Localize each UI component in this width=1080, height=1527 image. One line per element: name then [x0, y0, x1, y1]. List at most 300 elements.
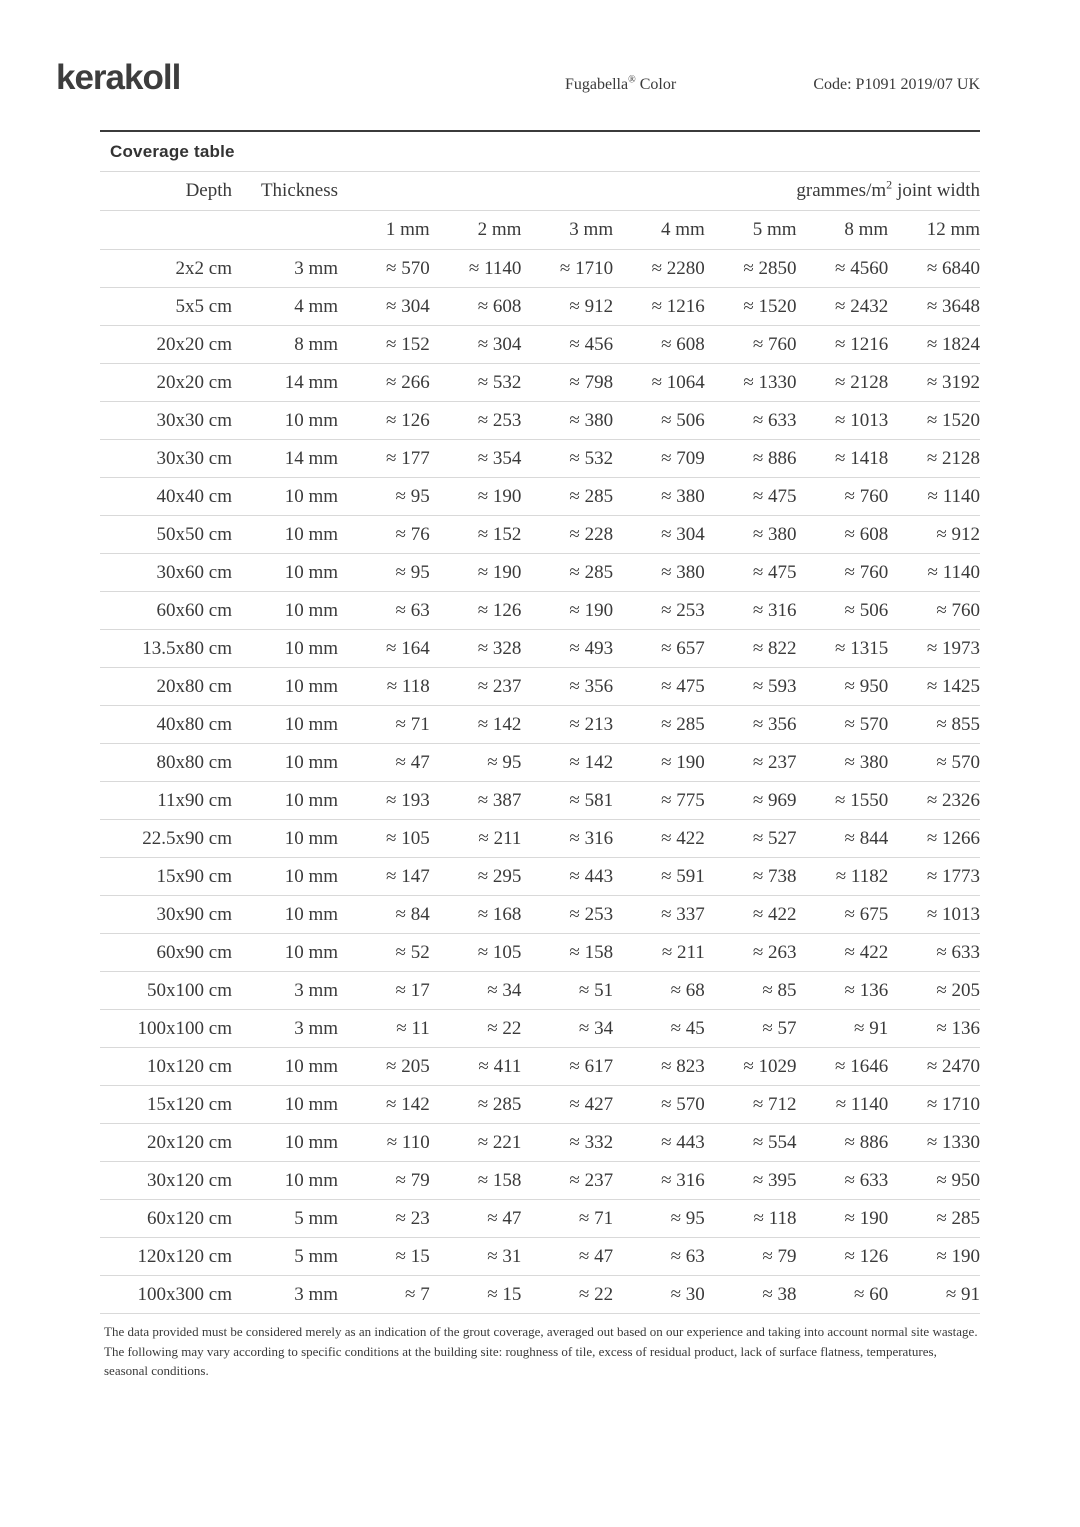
- coverage-value-cell: ≈ 4560: [797, 250, 889, 288]
- table-header-row-main: [100, 172, 980, 211]
- coverage-value-cell: ≈ 1824: [888, 326, 980, 364]
- coverage-table-title: Coverage table: [110, 142, 235, 161]
- thickness-cell: 5 mm: [232, 1238, 338, 1276]
- table-row: [100, 896, 980, 934]
- joint-width-header: 12 mm: [888, 211, 980, 250]
- coverage-value-cell: ≈ 304: [613, 516, 705, 554]
- thickness-cell: 10 mm: [232, 516, 338, 554]
- coverage-value-cell: ≈ 316: [521, 820, 613, 858]
- coverage-value-cell: ≈ 79: [705, 1238, 797, 1276]
- thickness-cell: 10 mm: [232, 1162, 338, 1200]
- coverage-value-cell: ≈ 2280: [613, 250, 705, 288]
- coverage-value-cell: ≈ 657: [613, 630, 705, 668]
- depth-cell: 30x30 cm: [100, 402, 232, 440]
- coverage-value-cell: ≈ 380: [521, 402, 613, 440]
- coverage-table-body: [100, 250, 980, 1314]
- coverage-value-cell: ≈ 31: [430, 1238, 522, 1276]
- coverage-value-cell: ≈ 158: [430, 1162, 522, 1200]
- squared-superscript: 2: [886, 177, 893, 192]
- coverage-value-cell: ≈ 68: [613, 972, 705, 1010]
- coverage-value-cell: ≈ 570: [888, 744, 980, 782]
- coverage-value-cell: ≈ 855: [888, 706, 980, 744]
- coverage-value-cell: ≈ 822: [705, 630, 797, 668]
- coverage-value-cell: ≈ 775: [613, 782, 705, 820]
- table-header-row-widths: [100, 211, 980, 250]
- coverage-value-cell: ≈ 532: [521, 440, 613, 478]
- coverage-value-cell: ≈ 304: [430, 326, 522, 364]
- coverage-value-cell: ≈ 237: [521, 1162, 613, 1200]
- coverage-value-cell: ≈ 47: [338, 744, 430, 782]
- coverage-value-cell: ≈ 608: [430, 288, 522, 326]
- depth-cell: 40x80 cm: [100, 706, 232, 744]
- coverage-value-cell: ≈ 738: [705, 858, 797, 896]
- coverage-value-cell: ≈ 95: [338, 554, 430, 592]
- depth-cell: 15x120 cm: [100, 1086, 232, 1124]
- coverage-value-cell: ≈ 527: [705, 820, 797, 858]
- coverage-value-cell: ≈ 57: [705, 1010, 797, 1048]
- coverage-value-cell: ≈ 1330: [705, 364, 797, 402]
- coverage-value-cell: ≈ 211: [613, 934, 705, 972]
- depth-cell: 11x90 cm: [100, 782, 232, 820]
- depth-cell: 80x80 cm: [100, 744, 232, 782]
- coverage-value-cell: ≈ 304: [338, 288, 430, 326]
- thickness-cell: 4 mm: [232, 288, 338, 326]
- kerakoll-logo: kerakoll: [56, 58, 181, 97]
- thickness-cell: 10 mm: [232, 668, 338, 706]
- table-row: [100, 972, 980, 1010]
- coverage-value-cell: ≈ 285: [613, 706, 705, 744]
- coverage-value-cell: ≈ 45: [613, 1010, 705, 1048]
- depth-cell: 30x120 cm: [100, 1162, 232, 1200]
- coverage-value-cell: ≈ 506: [797, 592, 889, 630]
- depth-column-header: Depth: [100, 172, 232, 211]
- joint-width-header: 5 mm: [705, 211, 797, 250]
- coverage-value-cell: ≈ 633: [797, 1162, 889, 1200]
- coverage-value-cell: ≈ 823: [613, 1048, 705, 1086]
- coverage-value-cell: ≈ 760: [705, 326, 797, 364]
- depth-cell: 40x40 cm: [100, 478, 232, 516]
- table-row: [100, 516, 980, 554]
- depth-cell: 30x60 cm: [100, 554, 232, 592]
- table-row: [100, 668, 980, 706]
- thickness-cell: 10 mm: [232, 1086, 338, 1124]
- coverage-value-cell: ≈ 63: [338, 592, 430, 630]
- coverage-value-cell: ≈ 126: [430, 592, 522, 630]
- coverage-table-head: [100, 172, 980, 250]
- coverage-value-cell: ≈ 95: [430, 744, 522, 782]
- thickness-cell: 10 mm: [232, 782, 338, 820]
- coverage-value-cell: ≈ 969: [705, 782, 797, 820]
- coverage-value-cell: ≈ 1646: [797, 1048, 889, 1086]
- coverage-value-cell: ≈ 1550: [797, 782, 889, 820]
- coverage-value-cell: ≈ 475: [705, 478, 797, 516]
- thickness-cell: 5 mm: [232, 1200, 338, 1238]
- table-row: [100, 858, 980, 896]
- coverage-value-cell: ≈ 443: [613, 1124, 705, 1162]
- thickness-cell: 10 mm: [232, 820, 338, 858]
- coverage-value-cell: ≈ 633: [888, 934, 980, 972]
- depth-cell: 20x80 cm: [100, 668, 232, 706]
- coverage-value-cell: ≈ 34: [430, 972, 522, 1010]
- thickness-cell: 3 mm: [232, 972, 338, 1010]
- coverage-value-cell: ≈ 2470: [888, 1048, 980, 1086]
- coverage-value-cell: ≈ 126: [797, 1238, 889, 1276]
- table-row: [100, 478, 980, 516]
- coverage-value-cell: ≈ 63: [613, 1238, 705, 1276]
- coverage-value-cell: ≈ 7: [338, 1276, 430, 1314]
- coverage-value-cell: ≈ 38: [705, 1276, 797, 1314]
- coverage-value-cell: ≈ 142: [338, 1086, 430, 1124]
- coverage-value-cell: ≈ 6840: [888, 250, 980, 288]
- coverage-value-cell: ≈ 1520: [705, 288, 797, 326]
- coverage-value-cell: ≈ 443: [521, 858, 613, 896]
- coverage-value-cell: ≈ 142: [521, 744, 613, 782]
- coverage-value-cell: ≈ 1425: [888, 668, 980, 706]
- joint-width-header: 2 mm: [430, 211, 522, 250]
- depth-cell: 60x60 cm: [100, 592, 232, 630]
- depth-cell: 20x20 cm: [100, 364, 232, 402]
- coverage-value-cell: ≈ 228: [521, 516, 613, 554]
- table-row: [100, 288, 980, 326]
- thickness-cell: 3 mm: [232, 1010, 338, 1048]
- coverage-value-cell: ≈ 193: [338, 782, 430, 820]
- coverage-value-cell: ≈ 136: [797, 972, 889, 1010]
- table-row: [100, 364, 980, 402]
- coverage-value-cell: ≈ 886: [705, 440, 797, 478]
- thickness-cell: 10 mm: [232, 1124, 338, 1162]
- coverage-value-cell: ≈ 71: [521, 1200, 613, 1238]
- thickness-cell: 10 mm: [232, 478, 338, 516]
- coverage-value-cell: ≈ 152: [430, 516, 522, 554]
- joint-width-header: 8 mm: [797, 211, 889, 250]
- thickness-cell: 10 mm: [232, 592, 338, 630]
- table-row: [100, 402, 980, 440]
- coverage-value-cell: ≈ 532: [430, 364, 522, 402]
- coverage-value-cell: ≈ 581: [521, 782, 613, 820]
- table-row: [100, 630, 980, 668]
- coverage-value-cell: ≈ 221: [430, 1124, 522, 1162]
- coverage-value-cell: ≈ 253: [430, 402, 522, 440]
- coverage-value-cell: ≈ 266: [338, 364, 430, 402]
- depth-cell: 30x90 cm: [100, 896, 232, 934]
- table-row: [100, 440, 980, 478]
- product-name: Fugabella: [565, 76, 629, 93]
- coverage-value-cell: ≈ 164: [338, 630, 430, 668]
- coverage-value-cell: ≈ 380: [797, 744, 889, 782]
- coverage-value-cell: ≈ 152: [338, 326, 430, 364]
- coverage-value-cell: ≈ 760: [797, 478, 889, 516]
- coverage-value-cell: ≈ 356: [705, 706, 797, 744]
- footnote-text: The data provided must be considered merely as an indication of the grout coverage, averaged out based on our experience and taking into account normal site wastage. The following may vary according to specific conditions at the building site: roughness of tile, excess of residual product, lack of surface flatness, temperatures, seasonal conditions.: [104, 1324, 978, 1378]
- table-row: [100, 782, 980, 820]
- coverage-value-cell: ≈ 23: [338, 1200, 430, 1238]
- depth-cell: 100x100 cm: [100, 1010, 232, 1048]
- coverage-value-cell: ≈ 118: [338, 668, 430, 706]
- depth-cell: 10x120 cm: [100, 1048, 232, 1086]
- coverage-value-cell: ≈ 47: [430, 1200, 522, 1238]
- thickness-cell: 10 mm: [232, 744, 338, 782]
- table-row: [100, 554, 980, 592]
- coverage-value-cell: ≈ 15: [430, 1276, 522, 1314]
- thickness-cell: 3 mm: [232, 250, 338, 288]
- coverage-value-cell: ≈ 380: [613, 554, 705, 592]
- table-row: [100, 706, 980, 744]
- coverage-value-cell: ≈ 633: [705, 402, 797, 440]
- coverage-table: [100, 171, 980, 1314]
- depth-cell: 20x120 cm: [100, 1124, 232, 1162]
- coverage-value-cell: ≈ 126: [338, 402, 430, 440]
- joint-width-header: 3 mm: [521, 211, 613, 250]
- coverage-value-cell: ≈ 84: [338, 896, 430, 934]
- depth-cell: 100x300 cm: [100, 1276, 232, 1314]
- product-suffix: Color: [639, 76, 677, 93]
- thickness-cell: 10 mm: [232, 896, 338, 934]
- coverage-value-cell: ≈ 422: [705, 896, 797, 934]
- table-row: [100, 934, 980, 972]
- coverage-value-cell: ≈ 1266: [888, 820, 980, 858]
- coverage-value-cell: ≈ 95: [338, 478, 430, 516]
- coverage-value-cell: ≈ 1773: [888, 858, 980, 896]
- coverage-value-cell: ≈ 22: [521, 1276, 613, 1314]
- coverage-value-cell: ≈ 17: [338, 972, 430, 1010]
- coverage-value-cell: ≈ 912: [888, 516, 980, 554]
- thickness-cell: 10 mm: [232, 934, 338, 972]
- table-row: [100, 1048, 980, 1086]
- coverage-value-cell: ≈ 1013: [797, 402, 889, 440]
- thickness-cell: 10 mm: [232, 1048, 338, 1086]
- coverage-value-cell: ≈ 798: [521, 364, 613, 402]
- table-row: [100, 592, 980, 630]
- coverage-value-cell: ≈ 190: [797, 1200, 889, 1238]
- coverage-value-cell: ≈ 2128: [797, 364, 889, 402]
- depth-cell: 60x90 cm: [100, 934, 232, 972]
- coverage-value-cell: ≈ 316: [613, 1162, 705, 1200]
- grammes-unit-text: grammes/m: [796, 180, 887, 201]
- coverage-value-cell: ≈ 608: [797, 516, 889, 554]
- coverage-value-cell: ≈ 11: [338, 1010, 430, 1048]
- coverage-value-cell: ≈ 71: [338, 706, 430, 744]
- coverage-value-cell: ≈ 475: [705, 554, 797, 592]
- joint-width-header: 1 mm: [338, 211, 430, 250]
- coverage-value-cell: ≈ 79: [338, 1162, 430, 1200]
- coverage-value-cell: ≈ 76: [338, 516, 430, 554]
- thickness-cell: 8 mm: [232, 326, 338, 364]
- coverage-value-cell: ≈ 2850: [705, 250, 797, 288]
- coverage-value-cell: ≈ 1140: [797, 1086, 889, 1124]
- coverage-value-cell: ≈ 1029: [705, 1048, 797, 1086]
- coverage-value-cell: ≈ 285: [888, 1200, 980, 1238]
- coverage-value-cell: ≈ 380: [705, 516, 797, 554]
- coverage-value-cell: ≈ 1216: [797, 326, 889, 364]
- coverage-value-cell: ≈ 190: [521, 592, 613, 630]
- coverage-value-cell: ≈ 177: [338, 440, 430, 478]
- coverage-value-cell: ≈ 85: [705, 972, 797, 1010]
- grammes-joint-width-header: [338, 172, 980, 211]
- coverage-value-cell: ≈ 2432: [797, 288, 889, 326]
- coverage-value-cell: ≈ 105: [338, 820, 430, 858]
- depth-cell: 20x20 cm: [100, 326, 232, 364]
- coverage-value-cell: ≈ 591: [613, 858, 705, 896]
- coverage-value-cell: ≈ 22: [430, 1010, 522, 1048]
- joint-width-text: joint width: [897, 180, 980, 201]
- coverage-value-cell: ≈ 554: [705, 1124, 797, 1162]
- depth-cell: 50x50 cm: [100, 516, 232, 554]
- coverage-value-cell: ≈ 136: [888, 1010, 980, 1048]
- table-row: [100, 1276, 980, 1314]
- coverage-value-cell: ≈ 844: [797, 820, 889, 858]
- coverage-value-cell: ≈ 760: [888, 592, 980, 630]
- coverage-value-cell: ≈ 205: [888, 972, 980, 1010]
- depth-cell: 120x120 cm: [100, 1238, 232, 1276]
- coverage-value-cell: ≈ 328: [430, 630, 522, 668]
- coverage-value-cell: ≈ 1216: [613, 288, 705, 326]
- coverage-value-cell: ≈ 91: [797, 1010, 889, 1048]
- depth-cell: 2x2 cm: [100, 250, 232, 288]
- coverage-value-cell: ≈ 168: [430, 896, 522, 934]
- coverage-value-cell: ≈ 337: [613, 896, 705, 934]
- coverage-value-cell: ≈ 47: [521, 1238, 613, 1276]
- coverage-value-cell: ≈ 354: [430, 440, 522, 478]
- coverage-value-cell: ≈ 1973: [888, 630, 980, 668]
- coverage-value-cell: ≈ 253: [521, 896, 613, 934]
- coverage-value-cell: ≈ 570: [613, 1086, 705, 1124]
- coverage-value-cell: ≈ 1013: [888, 896, 980, 934]
- thickness-cell: 14 mm: [232, 364, 338, 402]
- coverage-value-cell: ≈ 51: [521, 972, 613, 1010]
- coverage-value-cell: ≈ 30: [613, 1276, 705, 1314]
- coverage-value-cell: ≈ 356: [521, 668, 613, 706]
- registered-trademark-symbol: ®: [628, 74, 636, 86]
- coverage-value-cell: ≈ 118: [705, 1200, 797, 1238]
- coverage-value-cell: ≈ 950: [888, 1162, 980, 1200]
- coverage-value-cell: ≈ 105: [430, 934, 522, 972]
- thickness-cell: 3 mm: [232, 1276, 338, 1314]
- coverage-value-cell: ≈ 570: [797, 706, 889, 744]
- coverage-value-cell: ≈ 1140: [430, 250, 522, 288]
- coverage-value-cell: ≈ 2326: [888, 782, 980, 820]
- table-row: [100, 1200, 980, 1238]
- table-row: [100, 1010, 980, 1048]
- coverage-value-cell: ≈ 285: [430, 1086, 522, 1124]
- coverage-value-cell: ≈ 493: [521, 630, 613, 668]
- coverage-value-cell: ≈ 190: [888, 1238, 980, 1276]
- coverage-value-cell: ≈ 712: [705, 1086, 797, 1124]
- thickness-cell: 10 mm: [232, 706, 338, 744]
- coverage-value-cell: ≈ 593: [705, 668, 797, 706]
- coverage-value-cell: ≈ 95: [613, 1200, 705, 1238]
- depth-cell: 30x30 cm: [100, 440, 232, 478]
- table-row: [100, 1162, 980, 1200]
- coverage-value-cell: ≈ 1064: [613, 364, 705, 402]
- coverage-value-cell: ≈ 285: [521, 554, 613, 592]
- coverage-value-cell: ≈ 608: [613, 326, 705, 364]
- coverage-value-cell: ≈ 912: [521, 288, 613, 326]
- coverage-value-cell: ≈ 295: [430, 858, 522, 896]
- depth-cell: 60x120 cm: [100, 1200, 232, 1238]
- coverage-value-cell: ≈ 190: [430, 554, 522, 592]
- coverage-value-cell: ≈ 456: [521, 326, 613, 364]
- coverage-value-cell: ≈ 1330: [888, 1124, 980, 1162]
- coverage-value-cell: ≈ 52: [338, 934, 430, 972]
- coverage-value-cell: ≈ 147: [338, 858, 430, 896]
- coverage-value-cell: ≈ 422: [613, 820, 705, 858]
- coverage-value-cell: ≈ 427: [521, 1086, 613, 1124]
- joint-width-header: 4 mm: [613, 211, 705, 250]
- coverage-value-cell: ≈ 91: [888, 1276, 980, 1314]
- header-divider-rule: [100, 130, 980, 132]
- table-row: [100, 1238, 980, 1276]
- coverage-value-cell: ≈ 1418: [797, 440, 889, 478]
- coverage-value-cell: ≈ 332: [521, 1124, 613, 1162]
- thickness-cell: 10 mm: [232, 402, 338, 440]
- thickness-cell: 10 mm: [232, 858, 338, 896]
- empty-header-cell: [232, 211, 338, 250]
- depth-cell: 13.5x80 cm: [100, 630, 232, 668]
- depth-cell: 15x90 cm: [100, 858, 232, 896]
- coverage-value-cell: ≈ 1520: [888, 402, 980, 440]
- thickness-cell: 10 mm: [232, 554, 338, 592]
- thickness-cell: 14 mm: [232, 440, 338, 478]
- coverage-value-cell: ≈ 211: [430, 820, 522, 858]
- coverage-value-cell: ≈ 570: [338, 250, 430, 288]
- coverage-value-cell: ≈ 110: [338, 1124, 430, 1162]
- thickness-cell: 10 mm: [232, 630, 338, 668]
- coverage-value-cell: ≈ 506: [613, 402, 705, 440]
- document-code: Code: P1091 2019/07 UK: [813, 76, 980, 93]
- depth-cell: 5x5 cm: [100, 288, 232, 326]
- coverage-value-cell: ≈ 380: [613, 478, 705, 516]
- coverage-value-cell: ≈ 60: [797, 1276, 889, 1314]
- coverage-value-cell: ≈ 387: [430, 782, 522, 820]
- coverage-value-cell: ≈ 3648: [888, 288, 980, 326]
- coverage-value-cell: ≈ 475: [613, 668, 705, 706]
- coverage-value-cell: ≈ 3192: [888, 364, 980, 402]
- coverage-value-cell: ≈ 15: [338, 1238, 430, 1276]
- coverage-value-cell: ≈ 158: [521, 934, 613, 972]
- coverage-value-cell: ≈ 950: [797, 668, 889, 706]
- coverage-value-cell: ≈ 1140: [888, 554, 980, 592]
- table-row: [100, 326, 980, 364]
- coverage-value-cell: ≈ 2128: [888, 440, 980, 478]
- coverage-value-cell: ≈ 1140: [888, 478, 980, 516]
- coverage-value-cell: ≈ 205: [338, 1048, 430, 1086]
- coverage-value-cell: ≈ 253: [613, 592, 705, 630]
- depth-cell: 22.5x90 cm: [100, 820, 232, 858]
- product-title: [565, 76, 676, 94]
- coverage-value-cell: ≈ 190: [613, 744, 705, 782]
- coverage-value-cell: ≈ 395: [705, 1162, 797, 1200]
- coverage-value-cell: ≈ 411: [430, 1048, 522, 1086]
- table-row: [100, 1124, 980, 1162]
- coverage-value-cell: ≈ 285: [521, 478, 613, 516]
- coverage-value-cell: ≈ 886: [797, 1124, 889, 1162]
- coverage-value-cell: ≈ 1710: [521, 250, 613, 288]
- coverage-value-cell: ≈ 760: [797, 554, 889, 592]
- coverage-value-cell: ≈ 675: [797, 896, 889, 934]
- depth-cell: 50x100 cm: [100, 972, 232, 1010]
- coverage-value-cell: ≈ 237: [430, 668, 522, 706]
- coverage-value-cell: ≈ 34: [521, 1010, 613, 1048]
- coverage-value-cell: ≈ 263: [705, 934, 797, 972]
- table-row: [100, 250, 980, 288]
- empty-header-cell: [100, 211, 232, 250]
- table-row: [100, 744, 980, 782]
- coverage-value-cell: ≈ 237: [705, 744, 797, 782]
- coverage-value-cell: ≈ 213: [521, 706, 613, 744]
- coverage-value-cell: ≈ 316: [705, 592, 797, 630]
- table-row: [100, 1086, 980, 1124]
- coverage-value-cell: ≈ 709: [613, 440, 705, 478]
